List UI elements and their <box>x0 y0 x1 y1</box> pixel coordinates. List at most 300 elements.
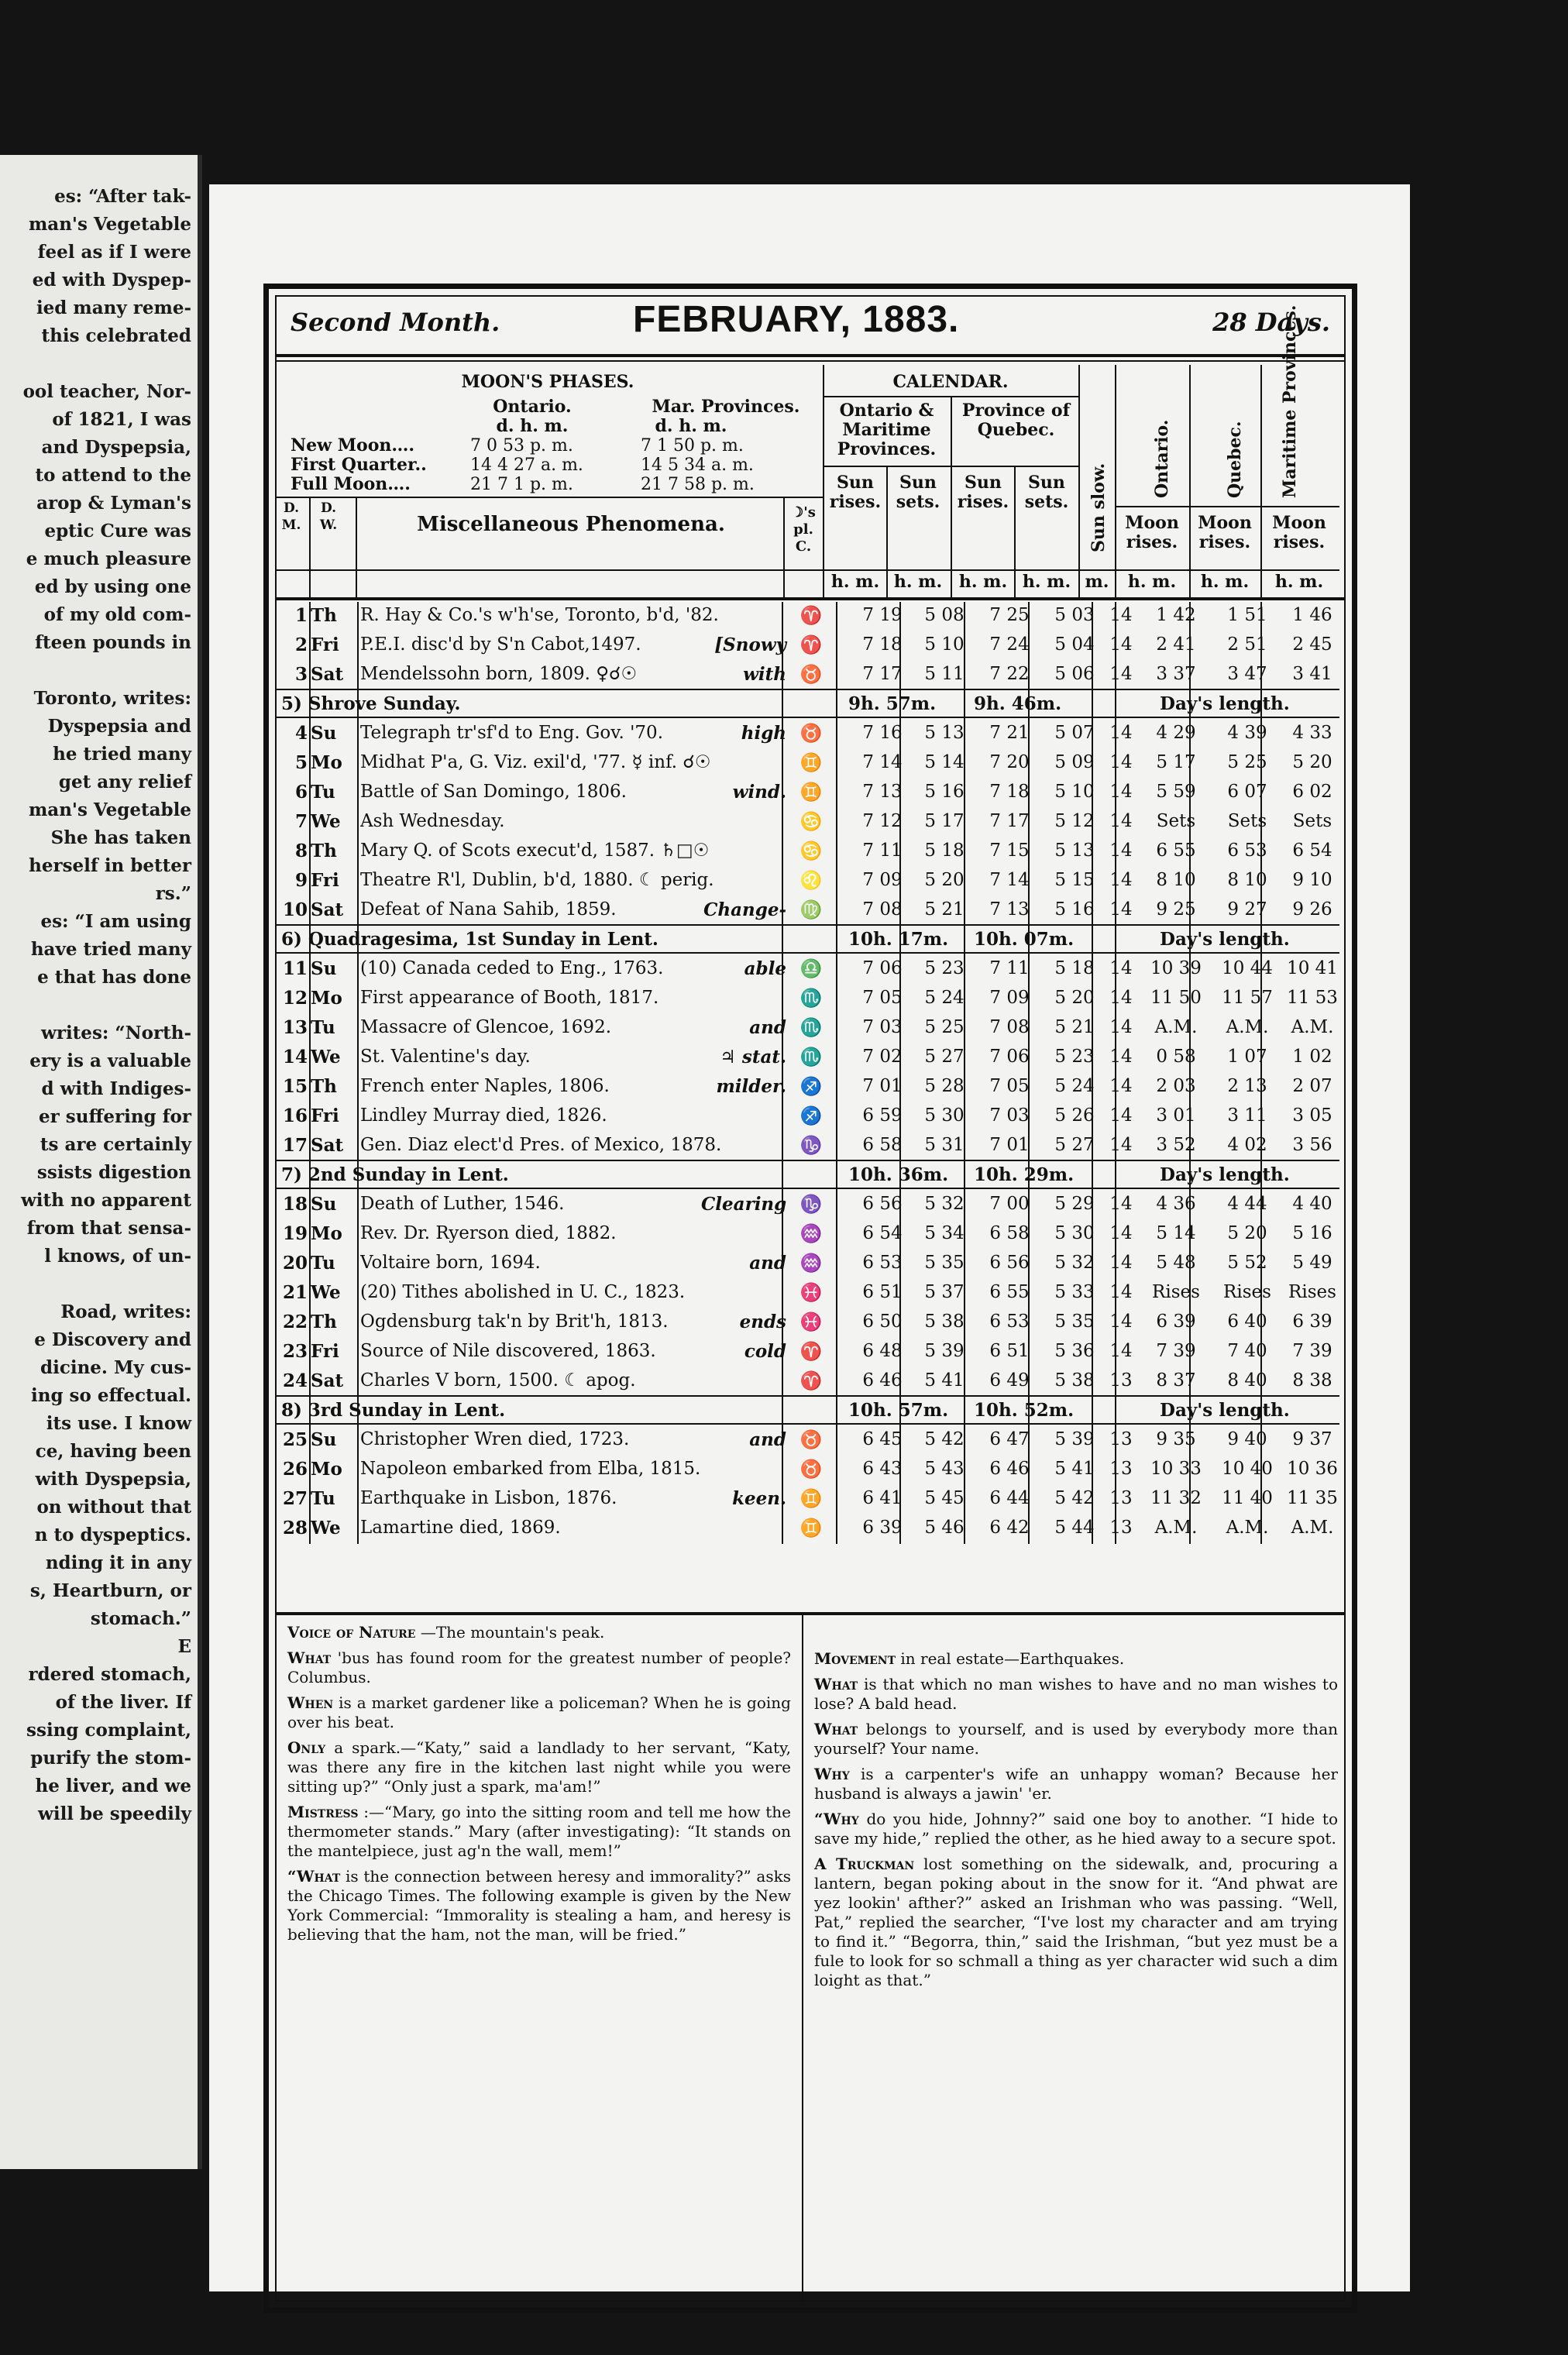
moon-rises-que: 5 52 <box>1227 1253 1267 1273</box>
moon-rises-3: Moon rises. <box>1272 513 1326 552</box>
sun-rises-ont: 6 46 <box>862 1370 903 1391</box>
sun-rises-ont: 6 45 <box>862 1429 903 1449</box>
moon-phase-mar: 7 1 50 p. m. <box>641 436 744 456</box>
moon-rises-que: 7 40 <box>1227 1341 1267 1361</box>
day-of-month: 11 <box>282 958 308 979</box>
sun-slow: 14 <box>1109 605 1133 625</box>
sun-sets-ont: 5 45 <box>924 1488 965 1508</box>
sun-sets-que: 5 10 <box>1054 782 1095 802</box>
day-of-month: 17 <box>282 1135 308 1156</box>
moon-rises-mar: 5 20 <box>1292 752 1332 772</box>
event: Earthquake in Lisbon, 1876. <box>360 1488 617 1508</box>
sun-slow: 13 <box>1109 1518 1133 1538</box>
anecdote-text: is that which no man wishes to have and no man wishes to lose? A bald head. <box>814 1675 1339 1713</box>
event: Telegraph tr'sf'd to Eng. Gov. '70. <box>360 723 663 743</box>
day-of-week: Mo <box>311 1459 342 1480</box>
moon-rises-ont: 4 29 <box>1156 723 1196 743</box>
weather: and <box>749 1253 786 1274</box>
anecdote-lead: Voice of Nature <box>287 1623 416 1642</box>
left-page-line: nding it in any <box>45 1552 191 1573</box>
day-row <box>277 749 1339 778</box>
days-length-label: Day's length. <box>1160 1400 1290 1421</box>
day-of-week: Fri <box>311 1341 339 1362</box>
weather: Clearing <box>701 1194 787 1215</box>
sun-slow: 14 <box>1109 1253 1133 1273</box>
anecdote <box>814 1649 1338 1669</box>
day-row <box>277 1367 1339 1396</box>
week-label: 5) Shrove Sunday. <box>281 693 461 714</box>
moon-rises-mar: 8 38 <box>1292 1370 1332 1391</box>
sun-sets-ont: 5 31 <box>924 1135 965 1155</box>
moon-place: ♐ <box>799 1106 823 1126</box>
moon-phase-name: New Moon…. <box>291 435 415 456</box>
left-page-line: Road, writes: <box>60 1301 191 1322</box>
anecdote-lead: Why <box>814 1765 850 1783</box>
moon-place: ♈ <box>799 635 823 655</box>
sun-sets-ont: 5 25 <box>924 1017 965 1037</box>
day-row <box>277 896 1339 925</box>
event: R. Hay & Co.'s w'h'se, Toronto, b'd, '82. <box>360 605 719 625</box>
left-page-line: from that sensa- <box>26 1218 191 1239</box>
moon-place: ♒ <box>799 1224 823 1244</box>
event: Ogdensburg tak'n by Brit'h, 1813. <box>360 1312 669 1332</box>
moon-rises-mar: 5 49 <box>1292 1253 1332 1273</box>
sun-slow: 14 <box>1109 870 1133 890</box>
week-length-1: 9h. 57m. <box>848 693 937 714</box>
day-row <box>277 1308 1339 1337</box>
day-of-week: Sat <box>311 664 344 685</box>
day-row <box>277 1102 1339 1131</box>
left-page-fragment <box>0 155 202 2169</box>
moon-rises-ont: 8 37 <box>1156 1370 1196 1391</box>
days-length-label: Day's length. <box>1160 929 1290 950</box>
left-page-line: ed by using one <box>34 576 191 597</box>
sun-sets-que: 5 09 <box>1054 752 1095 772</box>
left-page-line: of the liver. If <box>55 1692 191 1713</box>
day-row <box>277 631 1339 660</box>
sun-rises-ont: 6 54 <box>862 1223 903 1243</box>
sun-rises-que: 6 46 <box>989 1459 1030 1479</box>
left-page-line: fteen pounds in <box>35 632 191 653</box>
sun-slow: 14 <box>1109 723 1133 743</box>
day-of-week: Su <box>311 723 337 744</box>
sun-sets-que: 5 18 <box>1054 958 1095 978</box>
moon-place: ♓ <box>799 1312 823 1332</box>
moon-rises-que: A.M. <box>1226 1017 1269 1037</box>
left-page-line: he liver, and we <box>35 1776 191 1796</box>
left-page-line: this celebrated <box>41 325 191 346</box>
moon-rises-ont: 6 55 <box>1156 841 1196 861</box>
sun-sets-ont: 5 18 <box>924 841 965 861</box>
event: Lamartine died, 1869. <box>360 1518 561 1538</box>
anecdote <box>814 1720 1338 1759</box>
sun-rises-que: 7 13 <box>989 899 1030 920</box>
moon-rises-que: 3 47 <box>1227 664 1267 684</box>
anecdote-text: do you hide, Johnny?” said one boy to another. “I hide to save my hide,” replied the other, as he hied away to a secure spot. <box>814 1810 1338 1848</box>
moon-place: ♉ <box>799 724 823 744</box>
moon-rises-mar: 11 35 <box>1287 1488 1338 1508</box>
week-length-2: 9h. 46m. <box>974 693 1062 714</box>
ontario-label: Ontario. <box>493 397 572 417</box>
sun-rises-que: 6 58 <box>989 1223 1030 1243</box>
sun-rises-que: 6 49 <box>989 1370 1030 1391</box>
anecdote-text: lost something on the sidewalk, and, procuring a lantern, began poking about in the snow for it. “And phwat are yez lookin' afther?” asked an Irishman who was passing. “Well, Pat,” replied the searcher, “I've lost my character and am trying to find it.” “Begorra, thin,” said the Irishman, “but yez must be a fule to look for so schmall a thing as yer character wid such a dim loight as that.” <box>814 1855 1339 1989</box>
left-page-line: feel as if I were <box>37 242 191 263</box>
anecdote <box>814 1675 1338 1714</box>
moon-rises-mar: 9 37 <box>1292 1429 1332 1449</box>
maritime-heading: Maritime Provinces. <box>1280 304 1300 498</box>
dhm-ontario: d. h. m. <box>496 416 569 436</box>
sun-sets-que: 5 32 <box>1054 1253 1095 1273</box>
moon-rises-que: 9 40 <box>1227 1429 1267 1449</box>
moon-rises-ont: 7 39 <box>1156 1341 1196 1361</box>
day-row <box>277 1456 1339 1484</box>
moon-rises-mar: 4 40 <box>1292 1194 1332 1214</box>
moon-place: ♈ <box>799 606 823 626</box>
sun-sets-ont: 5 28 <box>924 1076 965 1096</box>
week-header <box>277 1161 1339 1188</box>
anecdote-text: is a carpenter's wife an unhappy woman? Because her husband is always a jawin' 'er. <box>814 1765 1338 1803</box>
weather: high <box>741 723 786 744</box>
day-of-month: 25 <box>282 1429 308 1450</box>
sun-rises-ont: 7 17 <box>862 664 903 684</box>
moon-place: ♌ <box>799 871 823 891</box>
moon-rises-mar: 2 45 <box>1292 634 1332 655</box>
anecdote-lead: Only <box>287 1738 326 1757</box>
days-length-label: Day's length. <box>1160 693 1290 714</box>
ont-mar-heading: Ontario & Maritime Provinces. <box>837 401 937 459</box>
sun-rises-que: 7 09 <box>989 988 1030 1008</box>
anecdotes-left-column <box>287 1623 791 1951</box>
day-of-month: 16 <box>282 1105 308 1126</box>
moon-rises-que: 2 51 <box>1227 634 1267 655</box>
moon-rises-mar: 3 05 <box>1292 1105 1332 1126</box>
moon-rises-que: 10 44 <box>1222 958 1273 978</box>
left-page-line: and Dyspepsia, <box>41 437 191 458</box>
moon-rises-ont: A.M. <box>1154 1518 1198 1538</box>
sun-sets-ont: 5 10 <box>924 634 965 655</box>
moon-rises-1: Moon rises. <box>1125 513 1179 552</box>
hm-6: h. m. <box>1200 572 1250 592</box>
weather: ♃ stat. <box>720 1047 786 1067</box>
sun-rises-que: 7 24 <box>989 634 1030 655</box>
day-row <box>277 985 1339 1013</box>
moon-rises-que: 5 25 <box>1227 752 1267 772</box>
hm-7: h. m. <box>1274 572 1324 592</box>
anecdote <box>814 1765 1338 1803</box>
week-header <box>277 1397 1339 1424</box>
sun-rises-ont: 7 08 <box>862 899 903 920</box>
almanac-frame <box>263 284 1357 2313</box>
sun-sets-que: 5 24 <box>1054 1076 1095 1096</box>
left-page-line: ied many reme- <box>36 297 191 318</box>
sun-rises-que: 7 01 <box>989 1135 1030 1155</box>
sun-slow: 14 <box>1109 1341 1133 1361</box>
left-page-line: stomach.” <box>90 1608 191 1629</box>
sun-sets-ont: 5 27 <box>924 1047 965 1067</box>
moon-rises-mar: 9 26 <box>1292 899 1332 920</box>
left-page-line: e that has done <box>37 967 191 988</box>
sun-slow: 14 <box>1109 1047 1133 1067</box>
day-of-month: 2 <box>294 634 308 655</box>
moon-place: ♑ <box>799 1195 823 1215</box>
sun-sets-que: 5 23 <box>1054 1047 1095 1067</box>
day-of-week: Su <box>311 958 337 979</box>
sun-sets-ont: 5 14 <box>924 752 965 772</box>
event: Death of Luther, 1546. <box>360 1194 565 1214</box>
moon-rises-ont: 2 41 <box>1156 634 1196 655</box>
moon-rises-mar: 6 39 <box>1292 1312 1332 1332</box>
anecdote <box>287 1648 791 1687</box>
day-of-week: Mo <box>311 988 342 1009</box>
moon-rises-mar: 10 41 <box>1287 958 1338 978</box>
day-row <box>277 1132 1339 1160</box>
day-of-month: 8 <box>294 841 308 861</box>
day-of-week: Mo <box>311 1223 342 1244</box>
week-label: 7) 2nd Sunday in Lent. <box>281 1164 509 1185</box>
moon-rises-mar: 9 10 <box>1292 870 1332 890</box>
moon-rises-que: 6 40 <box>1227 1312 1267 1332</box>
sun-rises-ont: 7 02 <box>862 1047 903 1067</box>
moon-rises-que: 3 11 <box>1227 1105 1267 1126</box>
weather: Change- <box>703 899 786 920</box>
moon-place: ♎ <box>799 959 823 979</box>
sun-sets-ont: 5 46 <box>924 1518 965 1538</box>
sun-slow: 14 <box>1109 841 1133 861</box>
event: Mary Q. of Scots execut'd, 1587. ♄□☉ <box>360 841 710 861</box>
day-of-week: Sat <box>311 899 344 920</box>
left-page-line: er suffering for <box>39 1106 191 1127</box>
day-of-month: 13 <box>282 1017 308 1038</box>
sun-rises-que: 7 22 <box>989 664 1030 684</box>
left-page-line: its use. I know <box>46 1413 191 1434</box>
left-page-line: rs.” <box>155 883 191 904</box>
moon-place: ♊ <box>799 1489 823 1509</box>
sun-rises-ont: 7 13 <box>862 782 903 802</box>
sun-rises-que: 6 56 <box>989 1253 1030 1273</box>
sun-slow: 14 <box>1109 1282 1133 1302</box>
moon-place: ♒ <box>799 1253 823 1274</box>
sun-rises-ont: 6 58 <box>862 1135 903 1155</box>
week-label: 8) 3rd Sunday in Lent. <box>281 1400 506 1421</box>
sun-sets-que: 5 36 <box>1054 1341 1095 1361</box>
left-page-line: E <box>177 1636 191 1657</box>
day-of-week: Th <box>311 1312 337 1332</box>
moon-rises-mar: A.M. <box>1291 1518 1334 1538</box>
day-row <box>277 602 1339 631</box>
hm-2: h. m. <box>893 572 943 592</box>
sun-sets-ont: 5 11 <box>924 664 965 684</box>
sun-rises-ont: 6 41 <box>862 1488 903 1508</box>
moon-rises-mar: Sets <box>1292 811 1332 831</box>
moon-place: ♑ <box>799 1136 823 1156</box>
moon-rises-ont: Sets <box>1156 811 1196 831</box>
sun-slow: 14 <box>1109 988 1133 1008</box>
anecdote-text: 'bus has found room for the greatest number of people? Columbus. <box>287 1648 791 1686</box>
sun-sets-ont: 5 41 <box>924 1370 965 1391</box>
event: Theatre R'l, Dublin, b'd, 1880. ☾ perig. <box>360 870 714 890</box>
weather: with <box>743 664 786 685</box>
moon-place: ♏ <box>799 1018 823 1038</box>
week-label: 6) Quadragesima, 1st Sunday in Lent. <box>281 929 658 950</box>
anecdote-lead: Mistress <box>287 1803 359 1821</box>
left-page-line: will be speedily <box>38 1803 191 1824</box>
hm-3: h. m. <box>958 572 1008 592</box>
moon-rises-2: Moon rises. <box>1198 513 1252 552</box>
sun-slow: 14 <box>1109 958 1133 978</box>
event: Defeat of Nana Sahib, 1859. <box>360 899 617 920</box>
day-row <box>277 1043 1339 1072</box>
sun-sets-que: 5 26 <box>1054 1105 1095 1126</box>
left-page-line: arop & Lyman's <box>36 493 191 514</box>
left-page-line: get any relief <box>58 772 191 792</box>
sun-slow-heading: Sun slow. <box>1088 462 1109 552</box>
moon-rises-ont: 5 59 <box>1156 782 1196 802</box>
anecdote-lead: Movement <box>814 1649 896 1668</box>
day-of-month: 23 <box>282 1341 308 1362</box>
moon-place: ♏ <box>799 988 823 1009</box>
m-heading: m. <box>1085 572 1109 592</box>
anecdote-lead: What <box>814 1720 858 1738</box>
moon-place: ♐ <box>799 1077 823 1097</box>
moon-rises-ont: 0 58 <box>1156 1047 1196 1067</box>
moon-rises-que: 4 39 <box>1227 723 1267 743</box>
event: P.E.I. disc'd by S'n Cabot,1497. <box>360 634 641 655</box>
sun-rises-que: 7 11 <box>989 958 1030 978</box>
anecdote-lead: When <box>287 1693 334 1712</box>
sun-sets-que: 5 15 <box>1054 870 1095 890</box>
sun-sets-que: 5 39 <box>1054 1429 1095 1449</box>
sun-rises-que: 7 18 <box>989 782 1030 802</box>
sun-rises-ont: 7 01 <box>862 1076 903 1096</box>
sun-rises-que: 6 51 <box>989 1341 1030 1361</box>
sun-rises-que: 7 17 <box>989 811 1030 831</box>
weather: and <box>749 1429 786 1450</box>
week-header <box>277 926 1339 953</box>
day-of-week: Th <box>311 605 337 626</box>
moon-rises-ont: 11 50 <box>1150 988 1202 1008</box>
week-length-2: 10h. 29m. <box>974 1164 1075 1185</box>
ontario-heading: Ontario. <box>1152 419 1172 498</box>
event: (20) Tithes abolished in U. C., 1823. <box>360 1282 686 1302</box>
quebec-moon-heading: Quebec. <box>1225 421 1245 498</box>
moon-rises-ont: A.M. <box>1154 1017 1198 1037</box>
days-length-label: Day's length. <box>1160 1164 1290 1185</box>
sun-sets-ont: 5 08 <box>924 605 965 625</box>
day-of-week: Fri <box>311 634 339 655</box>
moon-place: ♉ <box>799 665 823 685</box>
weather: [Snowy <box>714 634 786 655</box>
anecdote <box>287 1693 791 1732</box>
moon-rises-ont: 10 33 <box>1150 1459 1202 1479</box>
misc-heading: Miscellaneous Phenomena. <box>417 513 725 536</box>
sun-rises-ont: 7 18 <box>862 634 903 655</box>
day-row <box>277 1073 1339 1102</box>
sun-rises-ont: 7 14 <box>862 752 903 772</box>
left-page-line: rdered stomach, <box>28 1664 191 1685</box>
sun-rises-que: 7 14 <box>989 870 1030 890</box>
day-of-week: Tu <box>311 1488 335 1509</box>
anecdote <box>814 1810 1338 1848</box>
moon-rises-que: 2 13 <box>1227 1076 1267 1096</box>
sun-rises-ont: 6 51 <box>862 1282 903 1302</box>
sun-rises-que: 7 15 <box>989 841 1030 861</box>
moon-rises-que: 4 44 <box>1227 1194 1267 1214</box>
left-page-line: of my old com- <box>43 604 191 625</box>
sun-sets-que: 5 20 <box>1054 988 1095 1008</box>
left-page-line: She has taken <box>50 827 191 848</box>
anecdote-text: a spark.—“Katy,” said a landlady to her servant, “Katy, was there any fire in the kitchen last night while you were sitting up?” “Only just a spark, ma'am!” <box>287 1738 791 1796</box>
day-of-week: We <box>311 811 341 832</box>
moon-phase-ontario: 21 7 1 p. m. <box>470 475 573 494</box>
sun-sets-ont: 5 16 <box>924 782 965 802</box>
anecdote <box>287 1623 791 1642</box>
weather: keen. <box>732 1488 786 1509</box>
moon-place: ♈ <box>799 1371 823 1391</box>
day-row <box>277 1485 1339 1514</box>
day-of-month: 7 <box>294 811 308 832</box>
left-page-line: herself in better <box>29 855 191 876</box>
day-of-month: 27 <box>282 1488 308 1509</box>
moon-place: ♊ <box>799 1518 823 1538</box>
moon-rises-mar: 1 02 <box>1292 1047 1332 1067</box>
sun-slow: 13 <box>1109 1429 1133 1449</box>
sun-rises-ont: 7 06 <box>862 958 903 978</box>
moon-place: ♈ <box>799 1342 823 1362</box>
sun-sets-que: 5 42 <box>1054 1488 1095 1508</box>
day-of-month: 15 <box>282 1076 308 1097</box>
sun-sets-ont: 5 43 <box>924 1459 965 1479</box>
sun-rises-ont: 6 43 <box>862 1459 903 1479</box>
sun-sets-que: 5 07 <box>1054 723 1095 743</box>
sun-rises-que: 7 00 <box>989 1194 1030 1214</box>
left-page-line: Dyspepsia and <box>47 716 191 737</box>
day-row <box>277 1514 1339 1543</box>
sun-slow: 14 <box>1109 752 1133 772</box>
sun-slow: 14 <box>1109 1312 1133 1332</box>
moon-rises-que: 1 51 <box>1227 605 1267 625</box>
quebec-heading: Province of Quebec. <box>961 401 1071 440</box>
event: Midhat P'a, G. Viz. exil'd, '77. ☿ inf. ☌☉ <box>360 752 711 772</box>
sun-sets-que: 5 44 <box>1054 1518 1095 1538</box>
weather: and <box>749 1017 786 1038</box>
day-of-month: 22 <box>282 1312 308 1332</box>
sun-slow: 13 <box>1109 1459 1133 1479</box>
sun-rises-que: 7 03 <box>989 1105 1030 1126</box>
anecdote-text: in real estate—Earthquakes. <box>900 1649 1125 1668</box>
sun-sets-que: 5 35 <box>1054 1312 1095 1332</box>
left-page-line: n to dyspeptics. <box>34 1525 191 1545</box>
day-of-month: 5 <box>294 752 308 773</box>
moon-rises-que: 11 57 <box>1222 988 1273 1008</box>
anecdote-lead: What <box>814 1675 858 1693</box>
moon-place: ♋ <box>799 841 823 861</box>
day-of-month: 3 <box>294 664 308 685</box>
sun-sets-que: 5 03 <box>1054 605 1095 625</box>
event: Rev. Dr. Ryerson died, 1882. <box>360 1223 617 1243</box>
sun-sets-ont: 5 35 <box>924 1253 965 1273</box>
moon-rises-mar: 10 36 <box>1287 1459 1338 1479</box>
sun-rises-que: 6 44 <box>989 1488 1030 1508</box>
moon-rises-mar: 2 07 <box>1292 1076 1332 1096</box>
event: (10) Canada ceded to Eng., 1763. <box>360 958 664 978</box>
left-page-line: have tried many <box>30 939 191 960</box>
day-of-week: Tu <box>311 1017 335 1038</box>
left-page-line: ssists digestion <box>36 1162 191 1183</box>
sun-rises-que: 7 21 <box>989 723 1030 743</box>
day-of-week: Th <box>311 1076 337 1097</box>
moon-place: ♊ <box>799 753 823 773</box>
